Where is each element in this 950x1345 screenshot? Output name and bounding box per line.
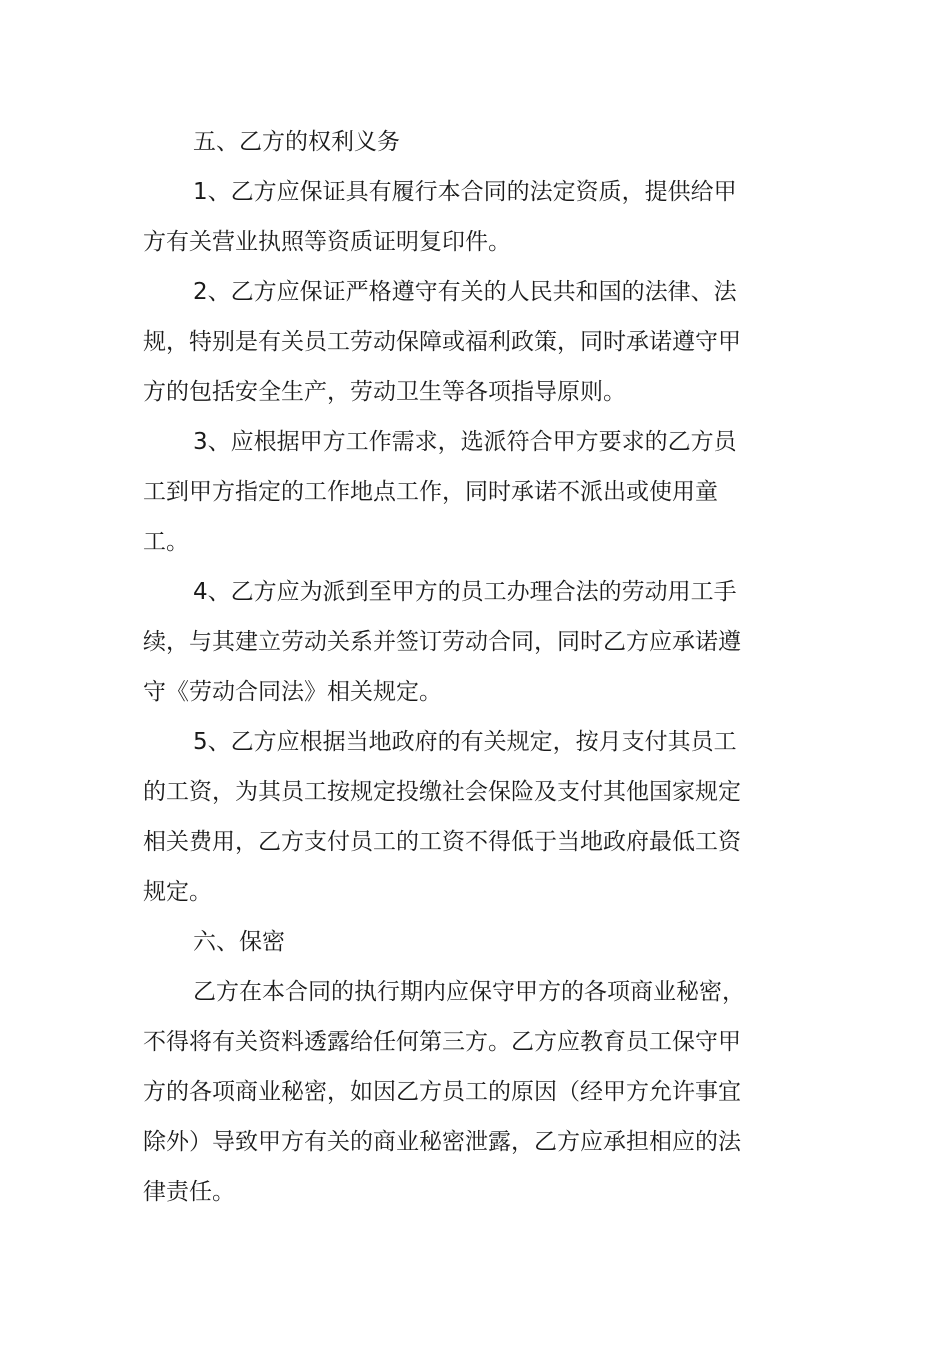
paragraph-line: 规，特别是有关员工劳动保障或福利政策，同时承诺遵守甲 xyxy=(143,329,741,355)
paragraph-line: 除外）导致甲方有关的商业秘密泄露，乙方应承担相应的法 xyxy=(143,1129,741,1155)
paragraph-line: 3、应根据甲方工作需求，选派符合甲方要求的乙方员 xyxy=(193,429,737,455)
paragraph-line: 4、乙方应为派到至甲方的员工办理合法的劳动用工手 xyxy=(193,579,737,605)
paragraph-line: 1、乙方应保证具有履行本合同的法定资质，提供给甲 xyxy=(193,179,737,205)
paragraph-line: 方有关营业执照等资质证明复印件。 xyxy=(143,229,511,255)
paragraph-line: 5、乙方应根据当地政府的有关规定，按月支付其员工 xyxy=(193,729,737,755)
paragraph-line: 工。 xyxy=(143,529,189,555)
paragraph-line: 方的包括安全生产，劳动卫生等各项指导原则。 xyxy=(143,379,626,405)
paragraph-line: 规定。 xyxy=(143,879,212,905)
paragraph-line: 守《劳动合同法》相关规定。 xyxy=(143,679,442,705)
paragraph-line: 方的各项商业秘密，如因乙方员工的原因（经甲方允许事宜 xyxy=(143,1079,741,1105)
paragraph-line: 相关费用，乙方支付员工的工资不得低于当地政府最低工资 xyxy=(143,829,741,855)
section-heading: 六、保密 xyxy=(193,929,285,955)
paragraph-line: 不得将有关资料透露给任何第三方。乙方应教育员工保守甲 xyxy=(143,1029,741,1055)
paragraph-line: 乙方在本合同的执行期内应保守甲方的各项商业秘密， xyxy=(193,979,745,1005)
paragraph-line: 的工资，为其员工按规定投缴社会保险及支付其他国家规定 xyxy=(143,779,741,805)
paragraph-line: 2、乙方应保证严格遵守有关的人民共和国的法律、法 xyxy=(193,279,737,305)
paragraph-line: 续，与其建立劳动关系并签订劳动合同，同时乙方应承诺遵 xyxy=(143,629,741,655)
section-heading: 五、乙方的权利义务 xyxy=(193,129,400,155)
paragraph-line: 工到甲方指定的工作地点工作，同时承诺不派出或使用童 xyxy=(143,479,718,505)
paragraph-line: 律责任。 xyxy=(143,1179,235,1205)
